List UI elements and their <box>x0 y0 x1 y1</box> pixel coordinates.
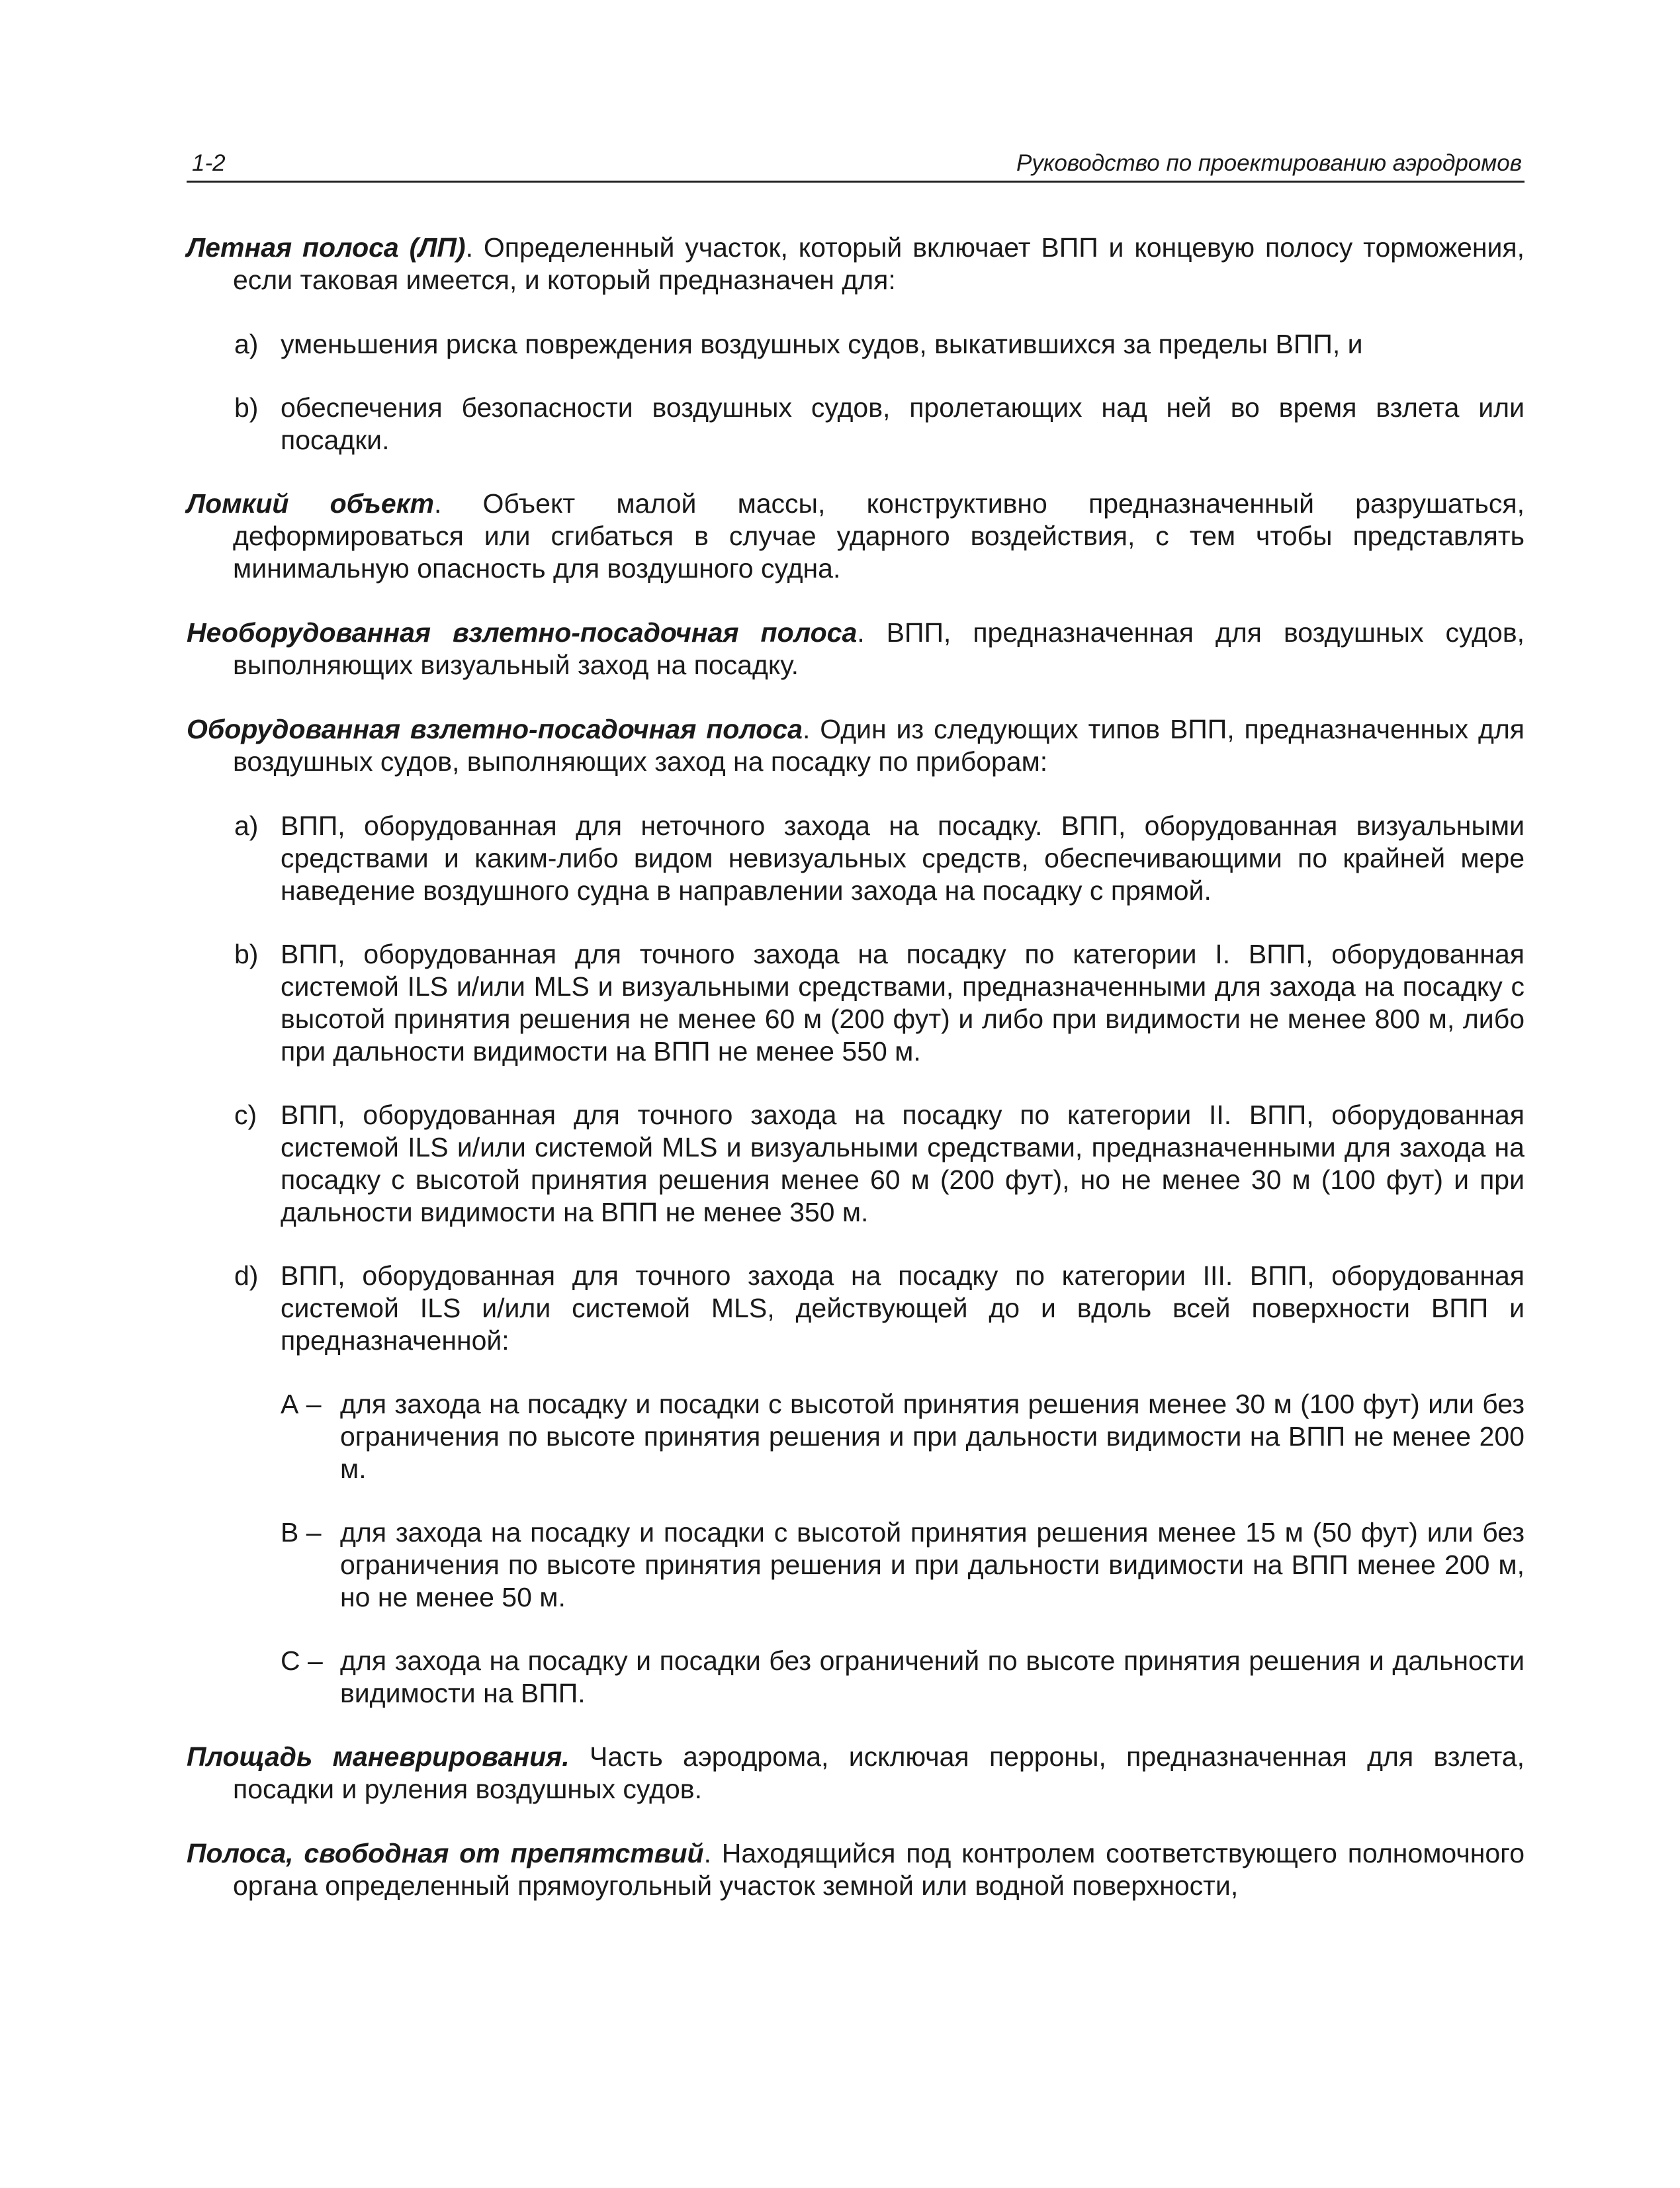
definition-text: . ВПП, предназначенная для воздушных судов, выполняющих визуальный заход на посадку. <box>233 617 1525 680</box>
list-item <box>187 810 1525 907</box>
definition-text: . Объект малой массы, конструктивно предназначенный разрушаться, деформироваться или сгибаться в случае ударного воздействия, с тем чтобы представлять минимальную опасность для воздушного судна. <box>233 488 1525 584</box>
sub-list-item <box>187 1516 1525 1614</box>
list-item-text: ВПП, оборудованная для неточного захода на посадку. ВПП, оборудованная визуальными средствами и каким-либо видом невизуальных средств, обеспечивающими по крайней мере наведение воздушного судна в направлении захода на посадку с прямой. <box>281 810 1525 906</box>
definition-clearway <box>187 1837 1525 1902</box>
list-item <box>187 1099 1525 1229</box>
list-item <box>187 328 1525 361</box>
list-marker: b) <box>234 392 259 423</box>
definitions-body <box>187 232 1525 1902</box>
list-marker: d) <box>234 1260 259 1291</box>
term: Необорудованная взлетно-посадочная полоса <box>187 617 858 648</box>
definition-instrument-runway <box>187 713 1525 778</box>
term: Площадь маневрирования. <box>187 1741 570 1772</box>
list-item-text: обеспечения безопасности воздушных судов, пролетающих над ней во время взлета или посадки. <box>281 392 1525 455</box>
definition-text: . Находящийся под контролем соответствующего полномочного органа определенный прямоугольный участок земной или водной поверхности, <box>233 1838 1525 1901</box>
list-item-text: ВПП, оборудованная для точного захода на посадку по категории I. ВПП, оборудованная системой ILS и/или MLS и визуальными средствами, предназначенными для захода на посадку с высотой принятия решения не менее 60 м (200 фут) и либо при видимости не менее 800 м, либо при дальности видимости на ВПП не менее 550 м. <box>281 939 1525 1067</box>
page-number: 1-2 <box>192 150 226 176</box>
sub-list-item-text: для захода на посадку и посадки без ограничений по высоте принятия решения и дальности видимости на ВПП. <box>340 1645 1525 1708</box>
list-item-text: уменьшения риска повреждения воздушных судов, выкатившихся за пределы ВПП, и <box>281 329 1363 359</box>
sub-list-marker: А – <box>281 1389 322 1419</box>
sub-list-item-text: для захода на посадку и посадки с высотой принятия решения менее 15 м (50 фут) или без ограничения по высоте принятия решения и при дальности видимости на ВПП менее 200 м, но не менее 50 м. <box>340 1517 1525 1612</box>
term: Полоса, свободная от препятствий <box>187 1838 704 1868</box>
definition-manoeuvring-area <box>187 1741 1525 1806</box>
sub-list-item-text: для захода на посадку и посадки с высотой принятия решения менее 30 м (100 фут) или без ограничения по высоте принятия решения и при дальности видимости на ВПП не менее 200 м. <box>340 1389 1525 1484</box>
running-title: Руководство по проектированию аэродромов <box>1016 150 1522 176</box>
list-marker: c) <box>234 1100 257 1130</box>
list-marker: a) <box>234 810 259 841</box>
sub-list-marker: В – <box>281 1517 322 1548</box>
term: Оборудованная взлетно-посадочная полоса <box>187 714 803 744</box>
list-marker: b) <box>234 939 259 969</box>
list-item <box>187 392 1525 457</box>
definition-text: . Один из следующих типов ВПП, предназначенных для воздушных судов, выполняющих заход на посадку по приборам: <box>233 714 1525 777</box>
definition-text: Часть аэродрома, исключая перроны, предназначенная для взлета, посадки и руления воздушных судов. <box>233 1741 1525 1804</box>
definition-frangible-object <box>187 488 1525 585</box>
list-item-text: ВПП, оборудованная для точного захода на посадку по категории III. ВПП, оборудованная системой ILS и/или системой MLS, действующей до и вдоль всей поверхности ВПП и предназначенной: <box>281 1260 1525 1356</box>
sub-list-marker: С – <box>281 1645 323 1676</box>
header-rule <box>187 181 1525 183</box>
list-item <box>187 1260 1525 1357</box>
definition-runway-strip <box>187 232 1525 296</box>
term: Летная полоса (ЛП) <box>187 232 466 263</box>
term: Ломкий объект <box>187 488 434 519</box>
page-header <box>187 148 1525 181</box>
list-marker: a) <box>234 329 259 359</box>
list-item-text: ВПП, оборудованная для точного захода на посадку по категории II. ВПП, оборудованная системой ILS и/или системой MLS и визуальными средствами, предназначенными для захода на посадку с высотой принятия решения менее 60 м (200 фут), но не менее 30 м (100 фут) и при дальности видимости на ВПП не менее 350 м. <box>281 1100 1525 1227</box>
sub-list-item <box>187 1388 1525 1485</box>
list-item <box>187 938 1525 1068</box>
sub-list-item <box>187 1645 1525 1710</box>
definition-text: . Определенный участок, который включает ВПП и концевую полосу торможения, если таковая имеется, и который предназначен для: <box>233 232 1525 295</box>
definition-non-instrument-runway <box>187 617 1525 681</box>
